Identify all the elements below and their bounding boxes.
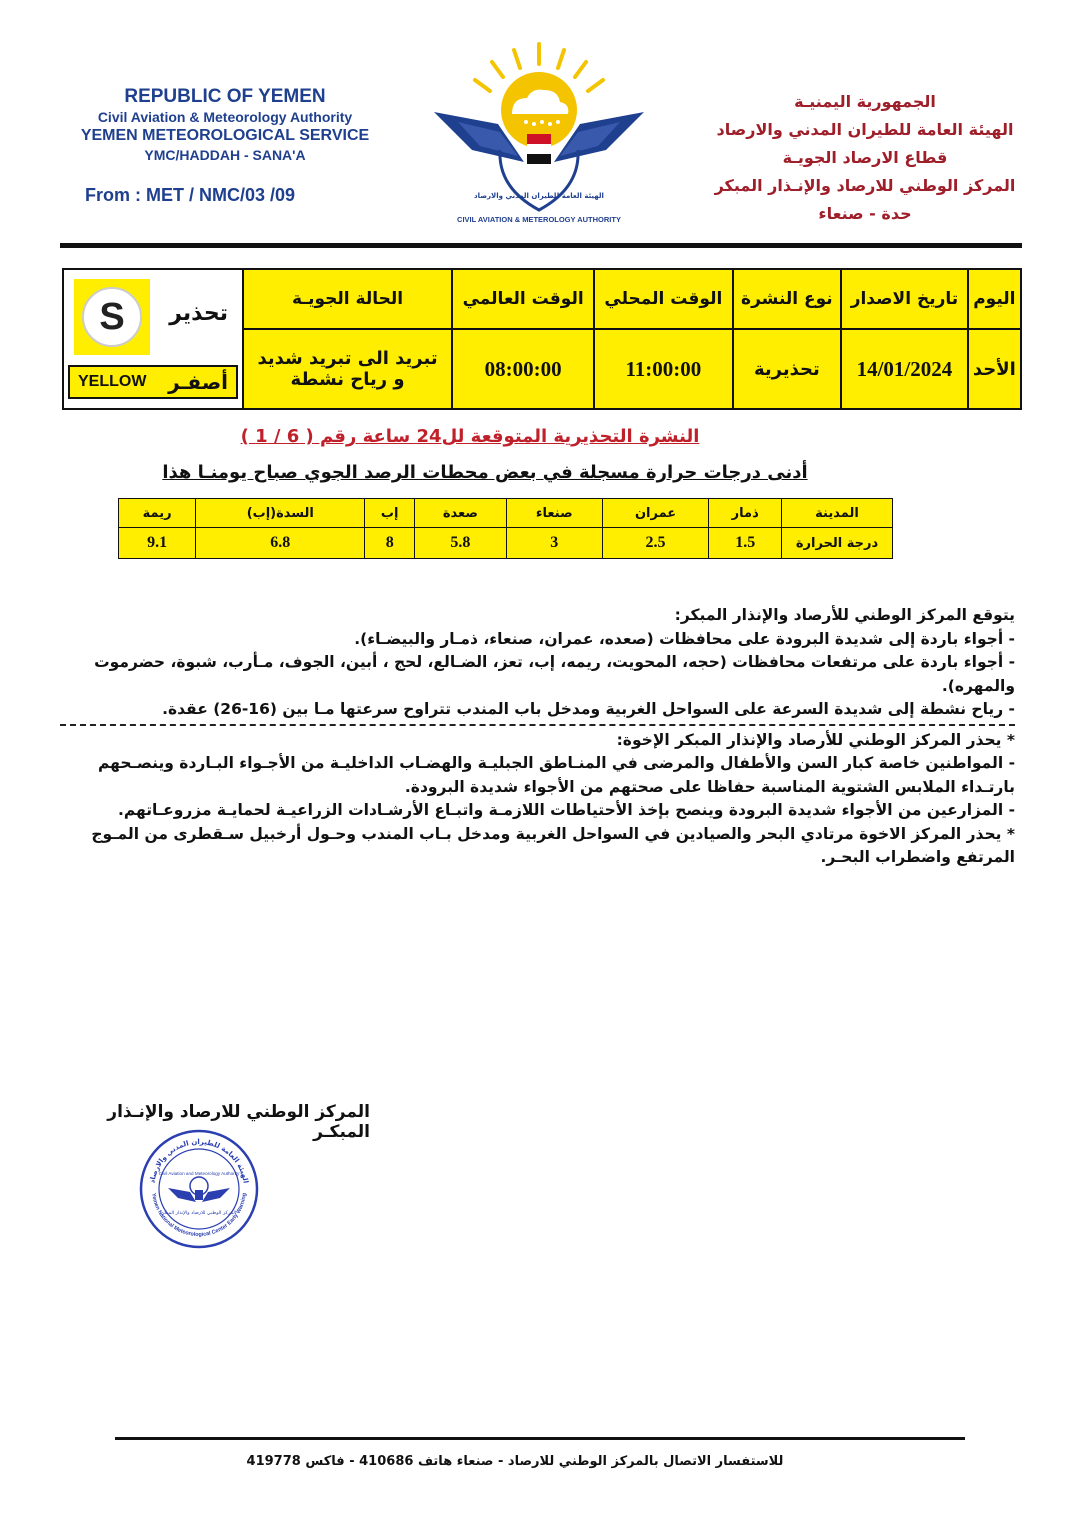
country-name-ar: الجمهورية اليمنيـة bbox=[794, 92, 936, 111]
temps-title: أدنى درجات حرارة مسجلة في بعض محطات الرصد الجوي صباح يومنـا هذا bbox=[162, 462, 808, 483]
s-circle-icon: S bbox=[82, 287, 142, 347]
authority-name-ar: الهيئة العامة للطيران المدني والارصاد bbox=[716, 120, 1014, 139]
forecast-intro: يتوقع المركز الوطني للأرصاد والإنذار المبكر: bbox=[674, 606, 1015, 624]
footer-divider bbox=[115, 1437, 965, 1440]
stamp-bottom-en: Yemen National Meteorological Center Early Warning bbox=[150, 1192, 248, 1239]
forecast-item: - أجواء باردة إلى شديدة البرودة على محافظات (صعده، عمران، صنعاء، ذمـار والبيضـاء). bbox=[354, 629, 1015, 648]
warning-label: تحذير bbox=[169, 301, 228, 326]
sector-name-ar: قطاع الارصاد الجويـة bbox=[782, 148, 948, 167]
stamp-ring-ar: الهيئة العامة للطيران المدني والارصاد bbox=[148, 1137, 250, 1184]
stamp-ring-en: Civil Aviation and Meteorology Authority bbox=[158, 1171, 240, 1176]
header-issue-date: تاريخ الاصدار bbox=[841, 269, 968, 329]
warning-item: - المواطنين خاصة كبار السن والأطفال والمرضى في المنـاطق الجبليـة والهضـاب الداخليـة من الأجـواء البـاردة وينصـحهم بارتـداء الملابس الشتوية المناسبة حفاظا على صحتهم من الأجواء شديدة البرودة. bbox=[98, 754, 1015, 796]
header-day: اليوم bbox=[968, 269, 1021, 329]
warning-level-bar bbox=[68, 365, 238, 399]
temp-cell: 8 bbox=[365, 528, 415, 559]
logo-ring-text-en: CIVIL AVIATION & METEROLOGY AUTHORITY bbox=[457, 215, 621, 224]
service-name-en: YEMEN METEOROLOGICAL SERVICE bbox=[80, 127, 370, 144]
warnings-intro: * يحذر المركز الوطني للأرصاد والإنذار المبكر الإخوة: bbox=[616, 730, 1015, 749]
level-en: YELLOW bbox=[78, 373, 147, 390]
city-cell: صنعاء bbox=[506, 499, 602, 528]
location-en: YMC/HADDAH - SANA'A bbox=[144, 147, 306, 163]
warning-item: * يحذر المركز الاخوة مرتادي البحر والصيادين في السواحل الغربية ومدخل بـاب المندب وحـول أرخبيل سـقطرى من المـوج المرتفع واضطراب البحـر. bbox=[91, 824, 1015, 866]
header-english bbox=[60, 86, 390, 164]
header-utc-time: الوقت العالمي bbox=[452, 269, 594, 329]
city-cell: إب bbox=[365, 499, 415, 528]
weather-line-2: و رياح نشطة bbox=[290, 369, 405, 390]
bulletin-body bbox=[60, 604, 1015, 870]
city-cell: ريمة bbox=[119, 499, 196, 528]
value-day: الأحد bbox=[968, 329, 1021, 409]
header-divider bbox=[60, 243, 1022, 248]
official-stamp bbox=[138, 1128, 260, 1250]
level-ar: أصفـر bbox=[168, 370, 228, 394]
forecast-item: - أجواء باردة على مرتفعات محافظات (حجه، المحويت، ريمه، إب، تعز، الضـالع، لحج ، أبين، الجوف، مـأرب، شبوة، حضرموت والمهره). bbox=[94, 653, 1015, 695]
yemen-flag-shield-icon bbox=[527, 134, 551, 164]
temp-cell: 2.5 bbox=[602, 528, 709, 559]
city-cell: السدة(إب) bbox=[196, 499, 365, 528]
warning-level-swatch bbox=[74, 279, 150, 355]
country-name-en: REPUBLIC OF YEMEN bbox=[124, 86, 326, 107]
stamp-emblem-icon bbox=[168, 1177, 230, 1202]
value-utc-time: 08:00:00 bbox=[452, 329, 594, 409]
signature-text: المركز الوطني للارصاد والإنـذار المبكـر bbox=[107, 1102, 370, 1142]
bulletin-title: النشرة التحذيرية المتوقعة لل24 ساعة رقم ( 6 / 1 ) bbox=[240, 426, 700, 447]
temp-cell: 9.1 bbox=[119, 528, 196, 559]
weather-line-1: تبريد الى تبريد شديد bbox=[257, 348, 438, 369]
logo-ring-text-ar: الهيئة العامة للطيران المدني والارصاد bbox=[474, 192, 604, 200]
temp-cell: 1.5 bbox=[709, 528, 782, 559]
city-label: المدينة bbox=[782, 499, 893, 528]
warning-badge bbox=[63, 269, 243, 409]
temp-cell: 6.8 bbox=[196, 528, 365, 559]
from-reference: From : MET / NMC/03 /09 bbox=[85, 185, 296, 205]
bulletin-info-table bbox=[62, 268, 1022, 410]
warning-item: - المزارعين من الأجواء شديدة البرودة وينصح بإخذ الأحتياطات اللازمـة واتبـاع الأرشـادات الزراعيـة لحمايـة مزروعـاتهم. bbox=[117, 801, 1015, 819]
header-weather: الحالة الجويـة bbox=[243, 269, 452, 329]
city-cell: ذمار bbox=[709, 499, 782, 528]
stamp-bottom-ar: المركز الوطني للارصاد والإنذار المبكر bbox=[161, 1211, 237, 1216]
location-ar: حدة - صنعاء bbox=[818, 204, 912, 223]
authority-name-en: Civil Aviation & Meteorology Authority bbox=[97, 109, 353, 125]
dashed-divider bbox=[60, 724, 1015, 726]
value-issue-date: 14/01/2024 bbox=[841, 329, 968, 409]
header-arabic bbox=[695, 88, 1035, 228]
value-weather bbox=[243, 329, 452, 409]
city-cell: صعدة bbox=[414, 499, 506, 528]
temp-cell: 5.8 bbox=[414, 528, 506, 559]
header-local-time: الوقت المحلي bbox=[594, 269, 732, 329]
center-name-ar: المركز الوطني للارصاد والإنـذار المبكر bbox=[714, 176, 1016, 195]
temp-cell: 3 bbox=[506, 528, 602, 559]
value-bulletin-type: تحذيرية bbox=[733, 329, 842, 409]
footer-contact: للاستفسار الاتصال بالمركز الوطني للارصاد - صنعاء هاتف 410686 - فاكس 419778 bbox=[246, 1454, 784, 1469]
city-cell: عمران bbox=[602, 499, 709, 528]
temp-label: درجة الحرارة bbox=[782, 528, 893, 559]
forecast-item: - رياح نشطة إلى شديدة السرعة على السواحل الغربية ومدخل باب المندب تتراوح سرعتها مـا بين (16-26) عقدة. bbox=[162, 700, 1015, 718]
authority-logo bbox=[428, 38, 650, 228]
min-temps-table bbox=[118, 498, 893, 559]
header-bulletin-type: نوع النشرة bbox=[733, 269, 842, 329]
value-local-time: 11:00:00 bbox=[594, 329, 732, 409]
